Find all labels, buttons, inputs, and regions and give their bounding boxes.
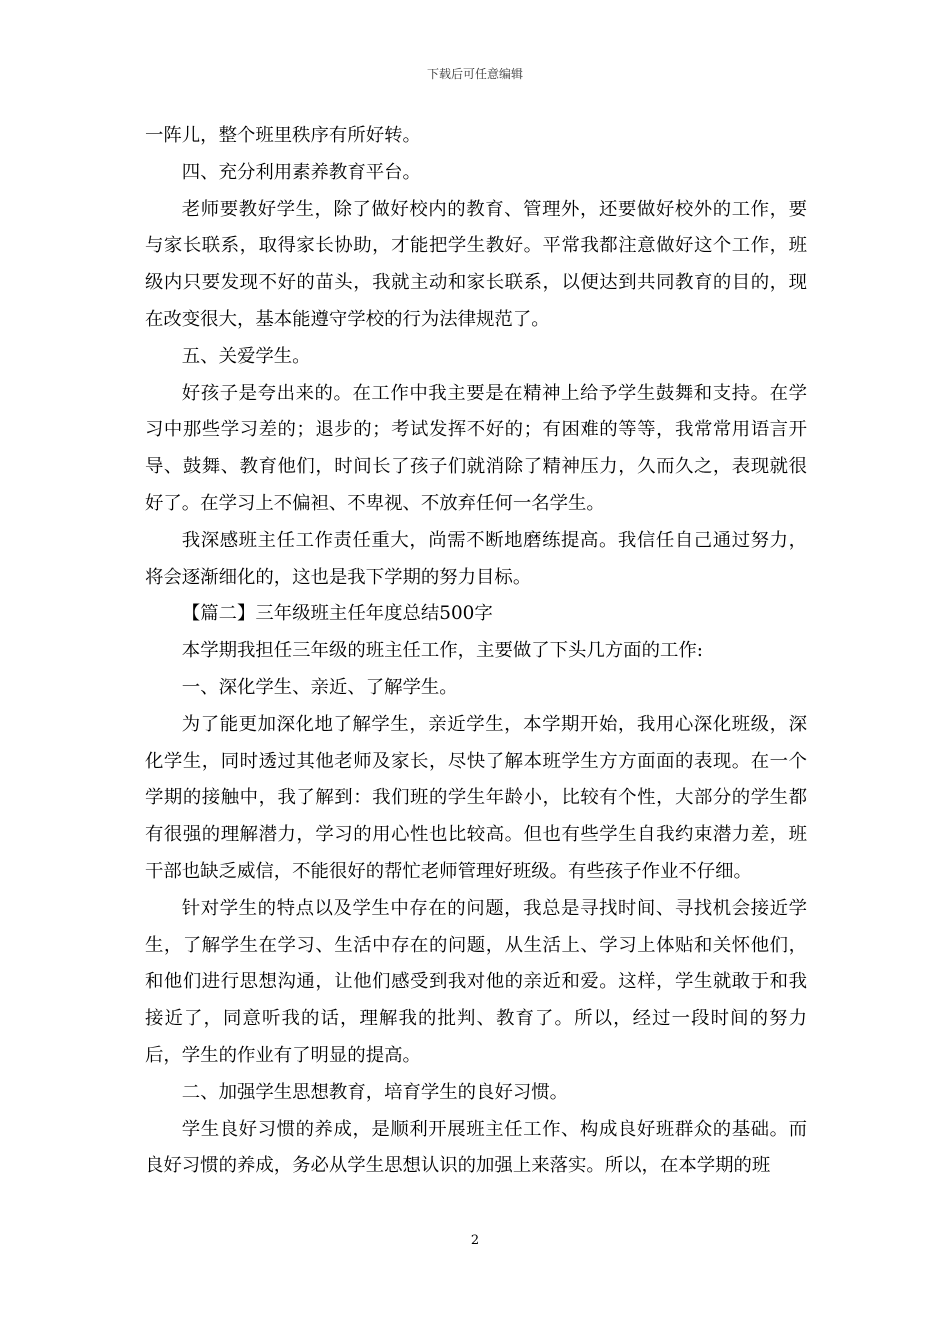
paragraph: 学生良好习惯的养成，是顺利开展班主任工作、构成良好班群众的基础。而良好习惯的养成，务必从学生思想认识的加强上来落实。所以，在本学期的班 <box>145 1118 807 1177</box>
paragraph: 一阵儿，整个班里秩序有所好转。 <box>145 125 421 146</box>
paragraph: 针对学生的特点以及学生中存在的问题，我总是寻找时间、寻找机会接近学生，了解学生在学习、生活中存在的问题，从生活上、学习上体贴和关怀他们，和他们进行思想沟通，让他们感受到我对他的亲近和爱。这样，学生就敢于和我接近了，同意听我的话，理解我的批判、教育了。所以，经过一段时间的努力后，学生的作业有了明显的提高。 <box>145 897 807 1066</box>
paragraph: 本学期我担任三年级的班主任工作，主要做了下头几方面的工作: <box>181 640 703 662</box>
section-heading: 四、充分利用素养教育平台。 <box>181 161 421 183</box>
paragraph: 我深感班主任工作责任重大，尚需不断地磨练提高。我信任自己通过努力，将会逐渐细化的，这也是我下学期的努力目标。 <box>145 529 807 588</box>
paragraph: 为了能更加深化地了解学生，亲近学生，本学期开始，我用心深化班级，深化学生，同时透过其他老师及家长，尽快了解本班学生方方面面的表现。在一个学期的接触中，我了解到：我们班的学生年龄小，比较有个性，大部分的学生都有很强的理解潜力，学习的用心性也比较高。但也有些学生自我约束潜力差，班干部也缺乏威信，不能很好的帮忙老师管理好班级。有些孩子作业不仔细。 <box>145 713 807 882</box>
document-body <box>145 118 807 1185</box>
article-title: 【篇二】三年级班主任年度总结500字 <box>181 603 493 625</box>
section-heading: 五、关爱学生。 <box>181 345 311 367</box>
section-heading: 二、加强学生思想教育，培育学生的良好习惯。 <box>181 1081 569 1103</box>
paragraph: 好孩子是夸出来的。在工作中我主要是在精神上给予学生鼓舞和支持。在学习中那些学习差的；退步的；考试发挥不好的；有困难的等等，我常常用语言开导、鼓舞、教育他们，时间长了孩子们就消除了精神压力，久而久之，表现就很好了。在学习上不偏袒、不卑视、不放弃任何一名学生。 <box>145 382 807 514</box>
section-heading: 一、深化学生、亲近、了解学生。 <box>181 676 458 698</box>
page-number: 2 <box>470 1233 480 1248</box>
page-header: 下载后可任意编辑 <box>426 67 523 81</box>
paragraph: 老师要教好学生，除了做好校内的教育、管理外，还要做好校外的工作，要与家长联系，取得家长协助，才能把学生教好。平常我都注意做好这个工作，班级内只要发现不好的苗头，我就主动和家长联系，以便达到共同教育的目的，现在改变很大，基本能遵守学校的行为法律规范了。 <box>145 198 807 330</box>
